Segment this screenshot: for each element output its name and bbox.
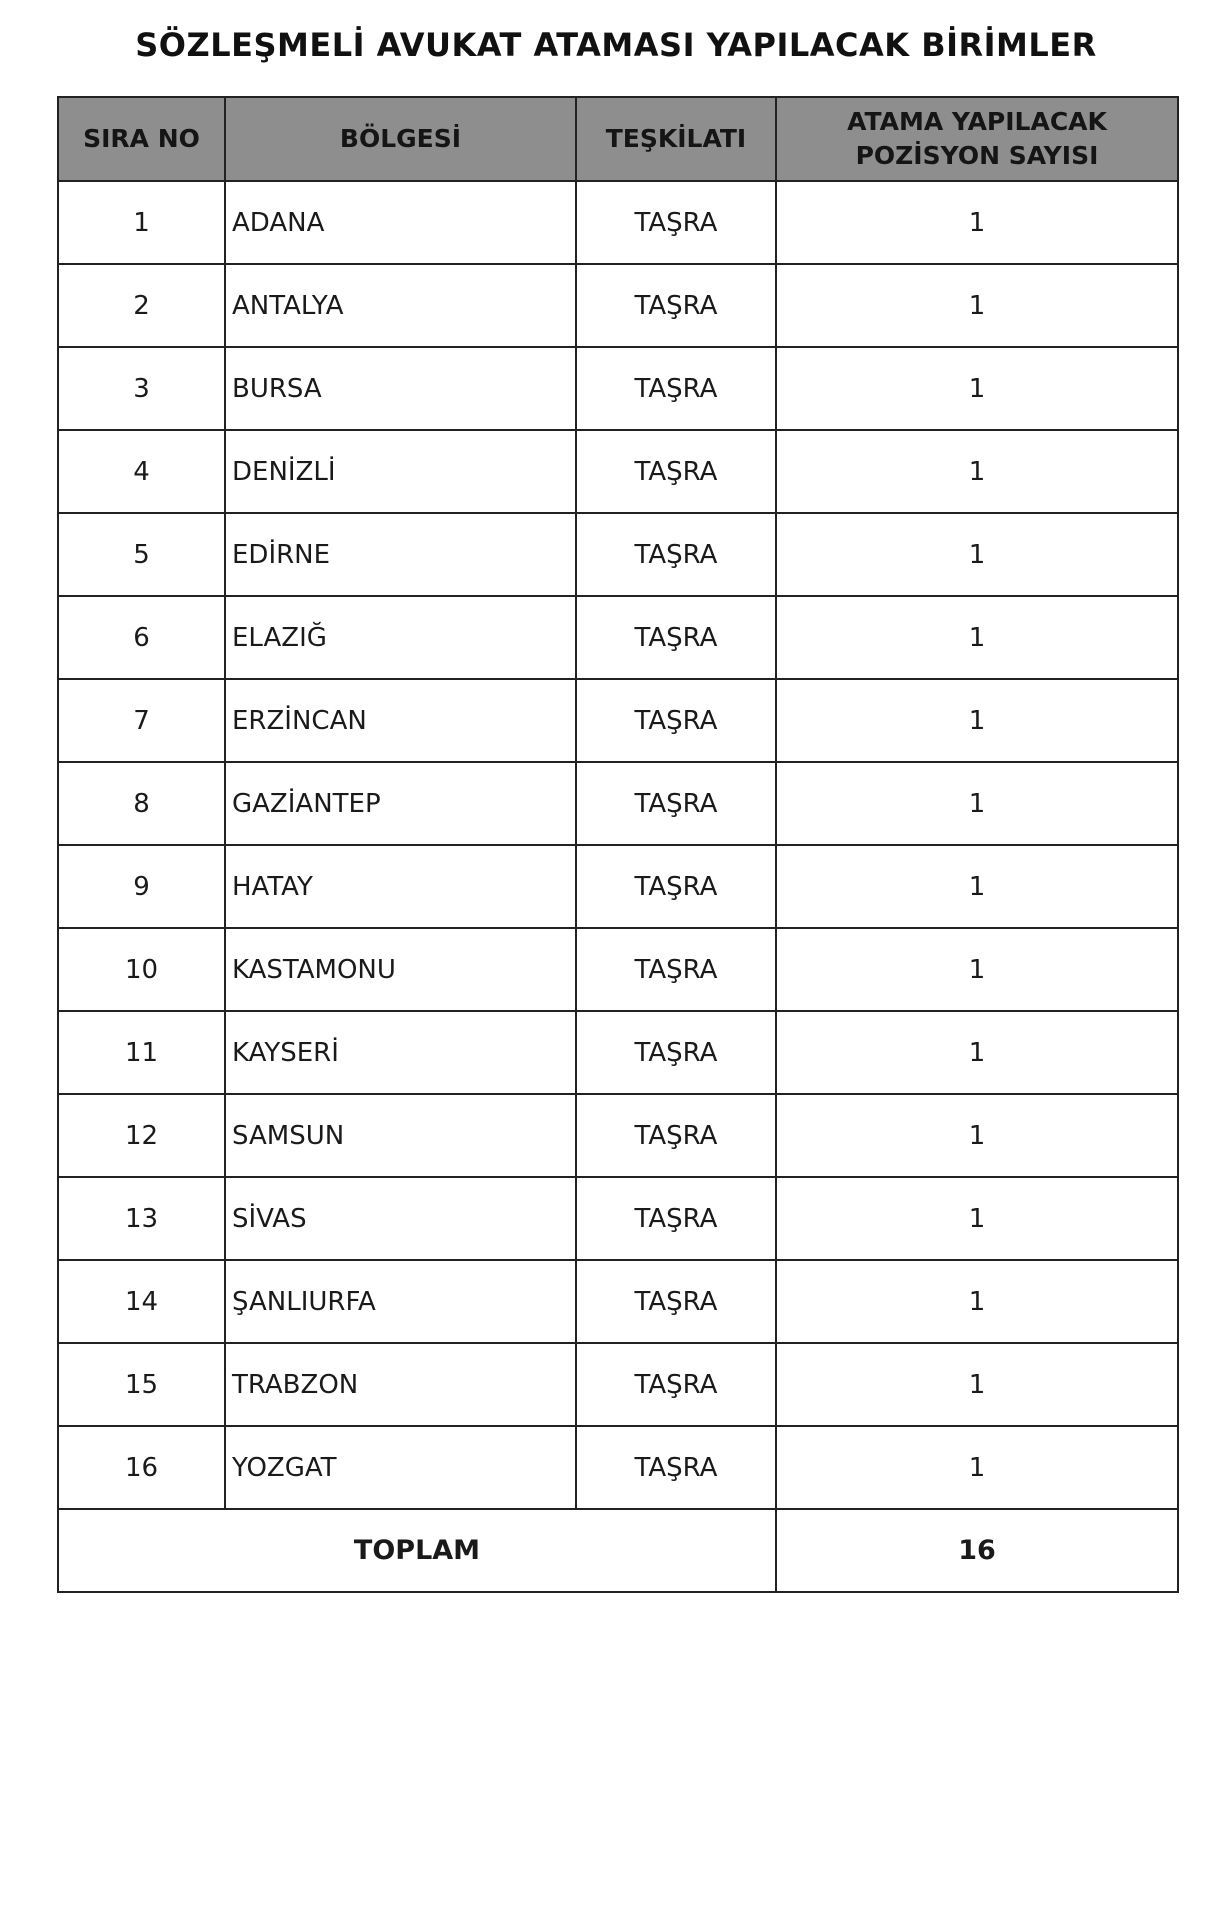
table-row [58, 596, 1178, 679]
cell-bolgesi: ERZİNCAN [225, 679, 576, 762]
cell-sira-no: 9 [58, 845, 225, 928]
header-pozisyon-line1: ATAMA YAPILACAK [847, 107, 1107, 136]
cell-pozisyon-sayisi: 1 [776, 1094, 1178, 1177]
table-row [58, 430, 1178, 513]
cell-sira-no: 13 [58, 1177, 225, 1260]
cell-teskilati: TAŞRA [576, 1426, 776, 1509]
table-row [58, 347, 1178, 430]
cell-bolgesi: HATAY [225, 845, 576, 928]
header-bolgesi: BÖLGESİ [225, 97, 576, 181]
assignment-table-container [57, 96, 1177, 1593]
cell-teskilati: TAŞRA [576, 264, 776, 347]
table-row [58, 1177, 1178, 1260]
cell-teskilati: TAŞRA [576, 1094, 776, 1177]
cell-bolgesi: KAYSERİ [225, 1011, 576, 1094]
header-pozisyon-line2: POZİSYON SAYISI [855, 141, 1099, 170]
document-title: SÖZLEŞMELİ AVUKAT ATAMASI YAPILACAK BİRİMLER [135, 26, 1097, 64]
table-header-row [58, 97, 1178, 181]
cell-sira-no: 6 [58, 596, 225, 679]
header-pozisyon-sayisi [776, 97, 1178, 181]
cell-pozisyon-sayisi: 1 [776, 1177, 1178, 1260]
cell-pozisyon-sayisi: 1 [776, 181, 1178, 264]
cell-bolgesi: KASTAMONU [225, 928, 576, 1011]
table-row [58, 264, 1178, 347]
cell-bolgesi: ADANA [225, 181, 576, 264]
cell-teskilati: TAŞRA [576, 1177, 776, 1260]
table-row [58, 181, 1178, 264]
cell-sira-no: 3 [58, 347, 225, 430]
cell-bolgesi: ELAZIĞ [225, 596, 576, 679]
table-row [58, 1011, 1178, 1094]
table-row [58, 762, 1178, 845]
total-label: TOPLAM [58, 1509, 776, 1592]
cell-teskilati: TAŞRA [576, 1343, 776, 1426]
cell-pozisyon-sayisi: 1 [776, 264, 1178, 347]
table-footer-row [58, 1509, 1178, 1592]
cell-sira-no: 16 [58, 1426, 225, 1509]
cell-sira-no: 1 [58, 181, 225, 264]
header-sira-no: SIRA NO [58, 97, 225, 181]
cell-pozisyon-sayisi: 1 [776, 762, 1178, 845]
cell-sira-no: 8 [58, 762, 225, 845]
cell-teskilati: TAŞRA [576, 679, 776, 762]
table-row [58, 928, 1178, 1011]
cell-sira-no: 14 [58, 1260, 225, 1343]
table-row [58, 1094, 1178, 1177]
cell-bolgesi: DENİZLİ [225, 430, 576, 513]
table-row [58, 1426, 1178, 1509]
cell-teskilati: TAŞRA [576, 430, 776, 513]
cell-sira-no: 4 [58, 430, 225, 513]
table-row [58, 845, 1178, 928]
cell-pozisyon-sayisi: 1 [776, 1260, 1178, 1343]
cell-bolgesi: SAMSUN [225, 1094, 576, 1177]
cell-sira-no: 7 [58, 679, 225, 762]
cell-teskilati: TAŞRA [576, 762, 776, 845]
cell-teskilati: TAŞRA [576, 347, 776, 430]
cell-teskilati: TAŞRA [576, 1260, 776, 1343]
cell-pozisyon-sayisi: 1 [776, 928, 1178, 1011]
cell-pozisyon-sayisi: 1 [776, 1343, 1178, 1426]
cell-bolgesi: GAZİANTEP [225, 762, 576, 845]
cell-teskilati: TAŞRA [576, 596, 776, 679]
cell-teskilati: TAŞRA [576, 1011, 776, 1094]
cell-sira-no: 11 [58, 1011, 225, 1094]
cell-pozisyon-sayisi: 1 [776, 430, 1178, 513]
total-value: 16 [776, 1509, 1178, 1592]
cell-sira-no: 10 [58, 928, 225, 1011]
table-row [58, 1260, 1178, 1343]
cell-pozisyon-sayisi: 1 [776, 1426, 1178, 1509]
header-teskilati: TEŞKİLATI [576, 97, 776, 181]
table-row [58, 679, 1178, 762]
table-row [58, 1343, 1178, 1426]
cell-sira-no: 15 [58, 1343, 225, 1426]
cell-teskilati: TAŞRA [576, 181, 776, 264]
cell-pozisyon-sayisi: 1 [776, 347, 1178, 430]
cell-bolgesi: SİVAS [225, 1177, 576, 1260]
cell-teskilati: TAŞRA [576, 928, 776, 1011]
cell-pozisyon-sayisi: 1 [776, 1011, 1178, 1094]
cell-pozisyon-sayisi: 1 [776, 513, 1178, 596]
cell-bolgesi: YOZGAT [225, 1426, 576, 1509]
assignment-table [57, 96, 1179, 1593]
cell-pozisyon-sayisi: 1 [776, 845, 1178, 928]
cell-bolgesi: EDİRNE [225, 513, 576, 596]
cell-bolgesi: ŞANLIURFA [225, 1260, 576, 1343]
cell-sira-no: 12 [58, 1094, 225, 1177]
cell-bolgesi: ANTALYA [225, 264, 576, 347]
cell-sira-no: 5 [58, 513, 225, 596]
table-row [58, 513, 1178, 596]
cell-sira-no: 2 [58, 264, 225, 347]
cell-pozisyon-sayisi: 1 [776, 679, 1178, 762]
cell-bolgesi: BURSA [225, 347, 576, 430]
cell-bolgesi: TRABZON [225, 1343, 576, 1426]
cell-pozisyon-sayisi: 1 [776, 596, 1178, 679]
cell-teskilati: TAŞRA [576, 845, 776, 928]
cell-teskilati: TAŞRA [576, 513, 776, 596]
table-body [58, 181, 1178, 1509]
